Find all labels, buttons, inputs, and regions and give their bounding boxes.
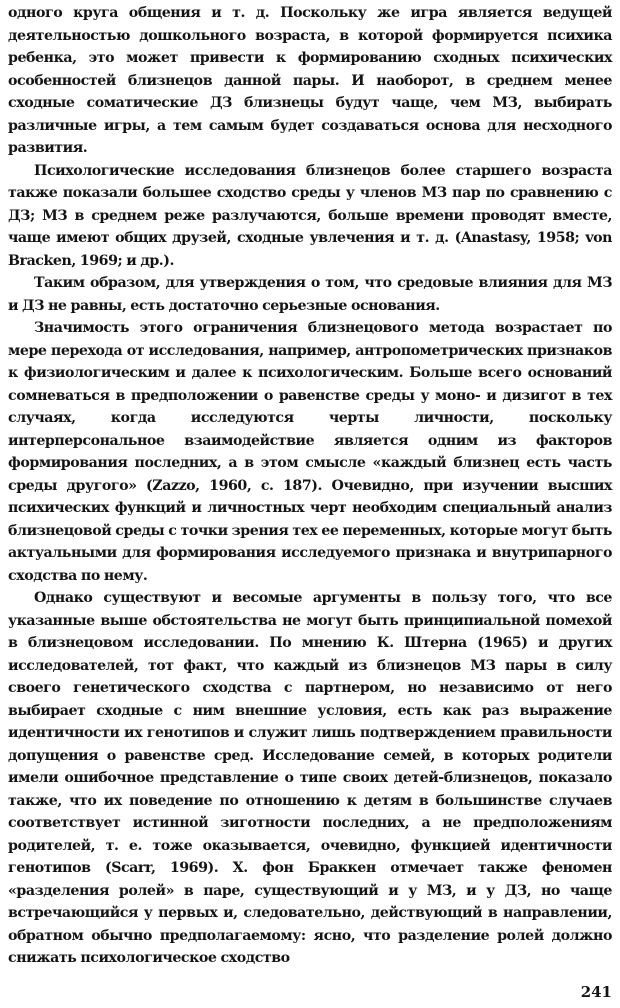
page-number: 241 bbox=[580, 983, 612, 1001]
body-text bbox=[8, 2, 612, 970]
book-page bbox=[8, 0, 614, 1008]
paragraph: Однако существуют и весомые аргументы в пользу того, что все указанные выше обстоятельства не могут быть принципиальной помехой в близнецовом исследовании. По мнению К. Штерна (1965) и других исследователей, тот факт, что каждый из близнецов МЗ пары в силу своего генетического сходства с партнером, но независимо от него выбирает сходные с ним внешние условия, есть как раз выражение идентичности их генотипов и служит лишь подтверждением правильности допущения о равенстве сред. Исследование семей, в которых родители имели ошибочное представление о типе своих детей-близнецов, показало также, что их поведение по отношению к детям в большинстве случаев соответствует истинной зиготности последних, а не предположениям родителей, т. е. тоже оказывается, очевидно, функцией идентичности генотипов (Scarr, 1969). Х. фон Браккен отмечает также феномен «разделения ролей» в паре, существующий и у МЗ, и у ДЗ, но чаще встречающийся у первых и, следовательно, действующий в направлении, обратном обычно предполагаемому: ясно, что разделение ролей должно снижать психологическое сходство bbox=[8, 590, 612, 966]
paragraph: Значимость этого ограничения близнецового метода возрастает по мере перехода от исследования, например, антропометрических признаков к физиологическим и далее к психологическим. Больше всего оснований сомневаться в предположении о равенстве среды у моно- и дизигот в тех случаях, когда исследуются черты личности, поскольку интерперсональное взаимодействие является одним из факторов формирования последних, а в этом смысле «каждый близнец есть часть среды другого» (Zazzo, 1960, с. 187). Очевидно, при изучении высших психических функций и личностных черт необходим специальный анализ близнецовой среды с точки зрения тех ее переменных, которые могут быть актуальными для формирования исследуемого признака и внутрипарного сходства по нему. bbox=[8, 320, 612, 584]
paragraph: одного круга общения и т. д. Поскольку же игра является ведущей деятельностью дошкольного возраста, в которой формируется психика ребенка, это может привести к формированию сходных психических особенностей близнецов данной пары. И наоборот, в среднем менее сходные соматические ДЗ близнецы будут чаще, чем МЗ, выбирать различные игры, а тем самым будет создаваться основа для несходного развития. bbox=[8, 5, 612, 156]
paragraph: Психологические исследования близнецов более старшего возраста также показали большее сходство среды у членов МЗ пар по сравнению с ДЗ; МЗ в среднем реже разлучаются, больше времени проводят вместе, чаще имеют общих друзей, сходные увлечения и т. д. (Anastasy, 1958; von Bracken, 1969; и др.). bbox=[8, 162, 612, 269]
paragraph: Таким образом, для утверждения о том, что средовые влияния для МЗ и ДЗ не равны, есть достаточно серьезные основания. bbox=[8, 275, 612, 314]
